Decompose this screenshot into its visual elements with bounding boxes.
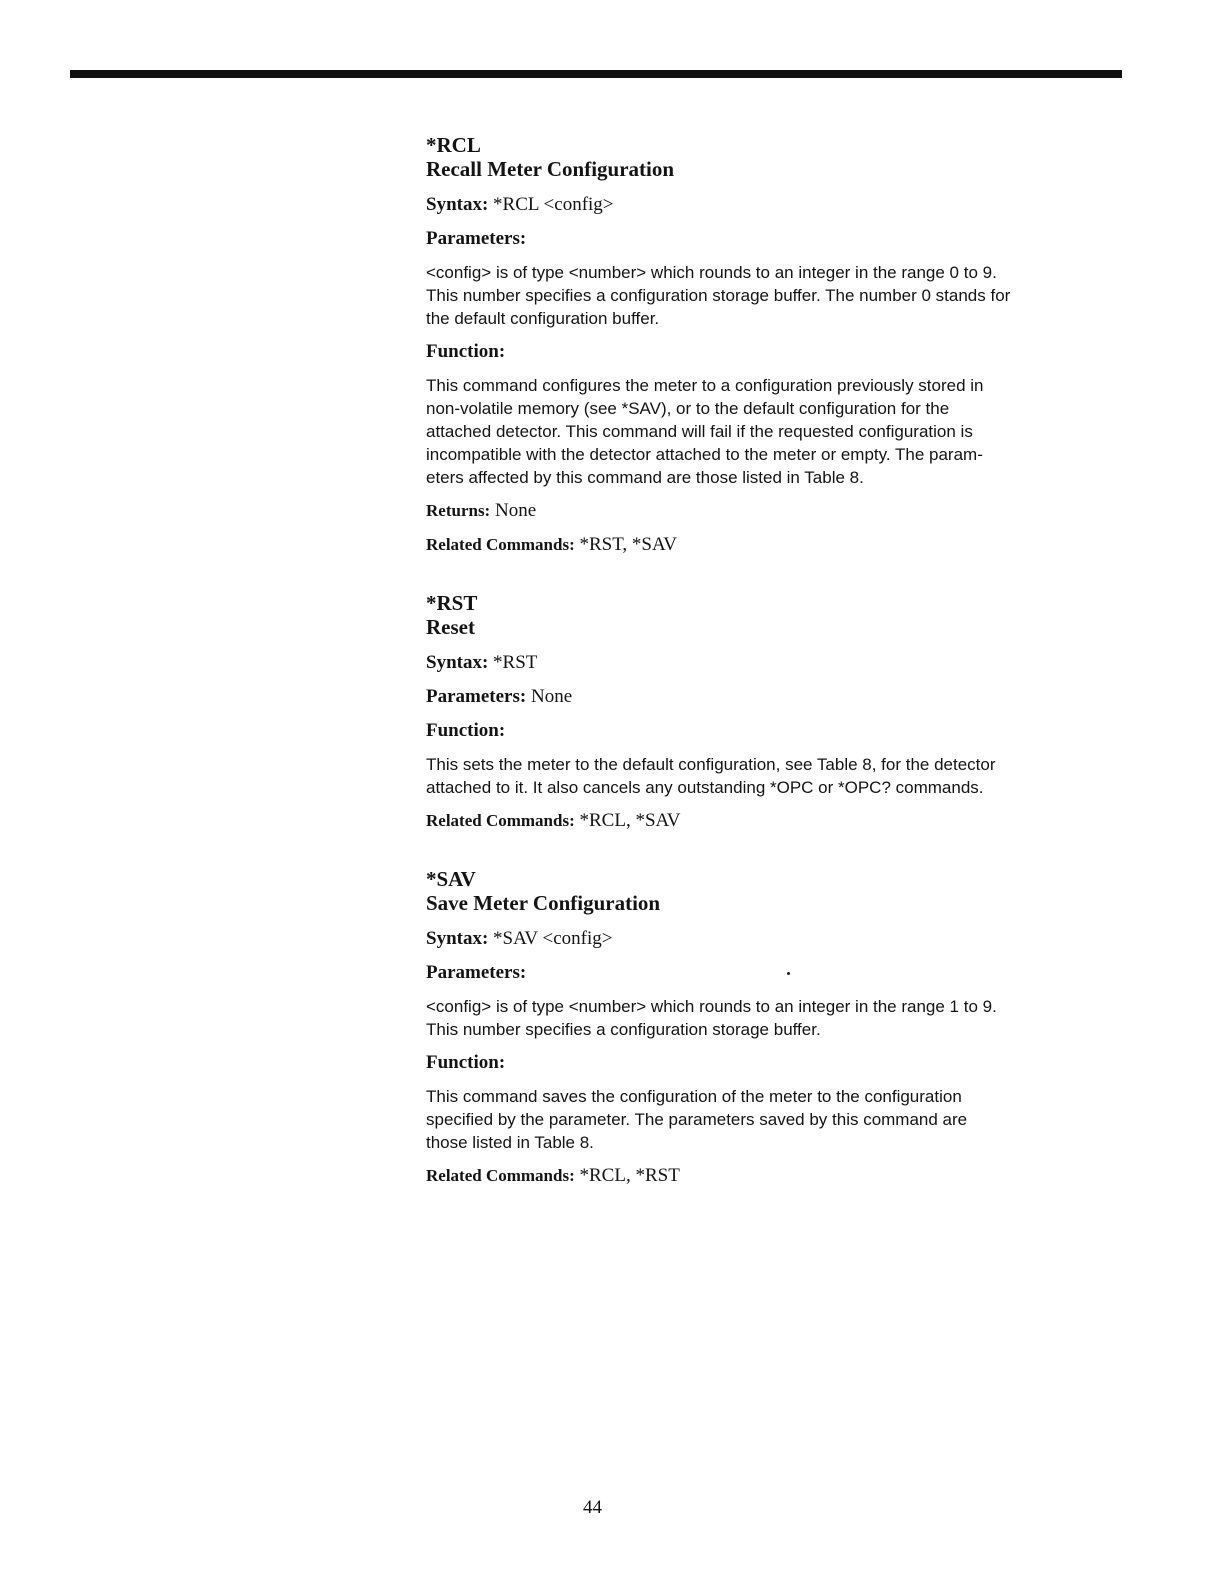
related-commands-label: Related Commands:	[426, 811, 575, 830]
stray-dot	[787, 972, 790, 975]
text-line: attached to it. It also cancels any outstanding *OPC or *OPC? commands.	[426, 778, 984, 797]
parameters-label: Parameters:	[426, 228, 527, 249]
command-name: *RST	[426, 591, 478, 615]
syntax-value: *SAV <config>	[493, 928, 613, 949]
text-line: non-volatile memory (see *SAV), or to the default configuration for the	[426, 399, 950, 418]
syntax-line	[426, 651, 1126, 675]
related-commands-label: Related Commands:	[426, 1166, 575, 1185]
function-label: Function:	[426, 341, 506, 362]
function-label: Function:	[426, 720, 506, 741]
section-spacer	[426, 567, 1126, 592]
returns-value: None	[494, 500, 537, 521]
syntax-label: Syntax:	[426, 652, 489, 673]
related-commands-value: *RST, *SAV	[579, 534, 677, 555]
related-commands-line	[426, 1164, 1126, 1188]
text-line: This number specifies a configuration storage buffer. The number 0 stands for	[426, 286, 1011, 305]
page-number: 44	[583, 1497, 602, 1518]
text-line: <config> is of type <number> which rounds to an integer in the range 1 to 9.	[426, 997, 997, 1016]
function-text	[426, 1085, 1126, 1154]
related-commands-label: Related Commands:	[426, 535, 575, 554]
parameters-text	[426, 261, 1126, 330]
syntax-label: Syntax:	[426, 194, 489, 215]
section-rcl	[426, 134, 1126, 557]
command-name: *SAV	[426, 867, 476, 891]
text-line: specified by the parameter. The parameters saved by this command are	[426, 1110, 968, 1129]
text-line: eters affected by this command are those listed in Table 8.	[426, 468, 864, 487]
section-sav	[426, 868, 1126, 1188]
text-line: attached detector. This command will fail if the requested configuration is	[426, 422, 973, 441]
parameters-label: Parameters:	[426, 962, 527, 983]
related-commands-line	[426, 533, 1126, 557]
section-spacer	[426, 843, 1126, 868]
text-line: This command configures the meter to a configuration previously stored in	[426, 376, 984, 395]
syntax-line	[426, 927, 1126, 951]
command-title: Save Meter Configuration	[426, 891, 661, 915]
text-line: This command saves the configuration of the meter to the configuration	[426, 1087, 962, 1106]
returns-line	[426, 499, 1126, 523]
parameters-label: Parameters:	[426, 686, 527, 707]
text-line: This sets the meter to the default configuration, see Table 8, for the detector	[426, 755, 996, 774]
command-title: Recall Meter Configuration	[426, 157, 675, 181]
related-commands-value: *RCL, *SAV	[579, 810, 681, 831]
syntax-value: *RST	[493, 652, 538, 673]
function-text	[426, 374, 1126, 489]
top-rule	[70, 70, 1122, 78]
parameters-value: None	[530, 686, 573, 707]
returns-label: Returns:	[426, 501, 491, 520]
text-line: <config> is of type <number> which rounds to an integer in the range 0 to 9.	[426, 263, 997, 282]
related-commands-line	[426, 809, 1126, 833]
page-content	[426, 134, 1126, 1198]
command-title: Reset	[426, 615, 475, 639]
section-rst	[426, 592, 1126, 833]
text-line: This number specifies a configuration storage buffer.	[426, 1020, 821, 1039]
syntax-value: *RCL <config>	[493, 194, 614, 215]
text-line: incompatible with the detector attached to the meter or empty. The param-	[426, 445, 983, 464]
text-line: those listed in Table 8.	[426, 1133, 594, 1152]
text-line: the default configuration buffer.	[426, 309, 660, 328]
function-label: Function:	[426, 1052, 506, 1073]
syntax-line	[426, 193, 1126, 217]
parameters-text	[426, 995, 1126, 1041]
syntax-label: Syntax:	[426, 928, 489, 949]
command-name: *RCL	[426, 133, 481, 157]
function-text	[426, 753, 1126, 799]
parameters-line	[426, 685, 1126, 709]
related-commands-value: *RCL, *RST	[579, 1165, 680, 1186]
